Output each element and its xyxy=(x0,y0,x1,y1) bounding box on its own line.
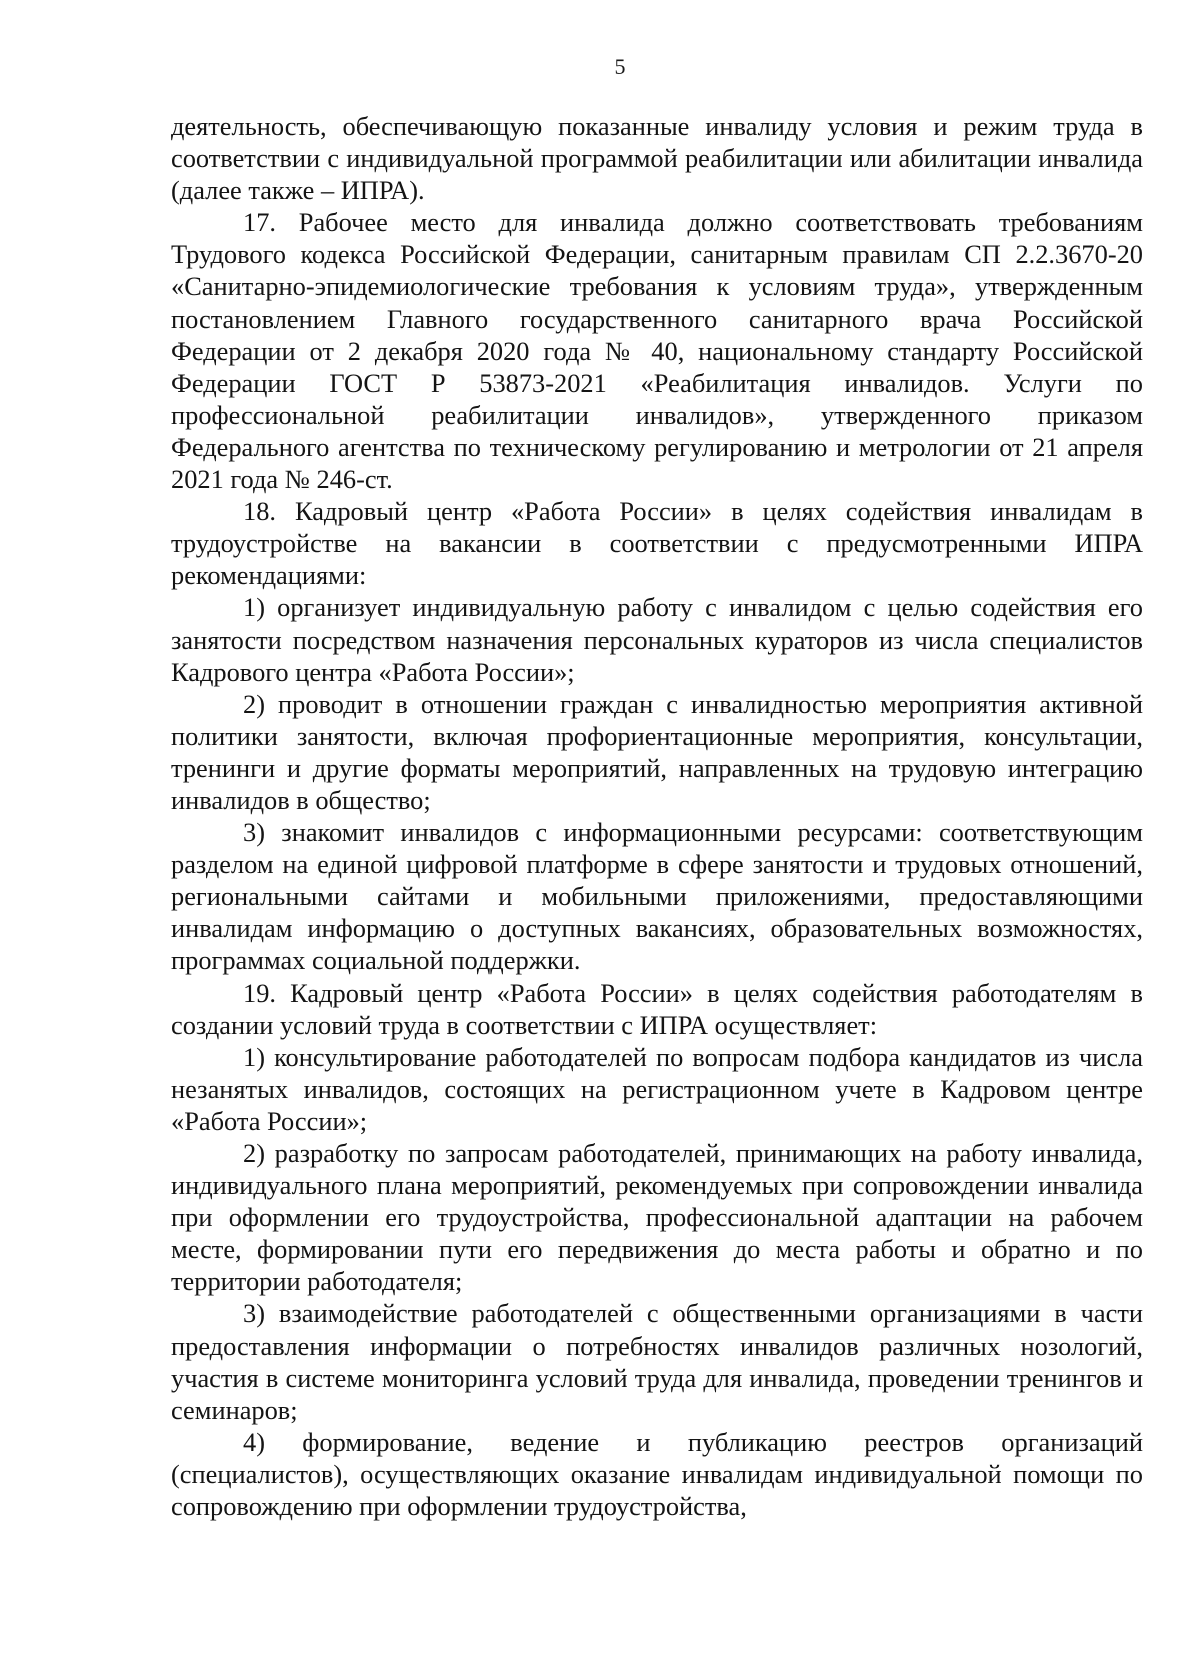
paragraph-item-19-1: 1) консультирование работодателей по вопросам подбора кандидатов из числа незанятых инвалидов, состоящих на регистрационном учете в Кадровом центре «Работа России»; xyxy=(171,1041,1143,1136)
paragraph-item-19-4: 4) формирование, ведение и публикацию реестров организаций (специалистов), осуществляющих оказание инвалидам индивидуальной помощи по сопровождению при оформлении трудоустройства, xyxy=(171,1426,1143,1522)
paragraph-item-18: 18. Кадровый центр «Работа России» в целях содействия инвалидам в трудоустройстве на вакансии в соответствии с предусмотренными ИПРА рекомендациями: xyxy=(171,496,1143,591)
page-number: 5 xyxy=(614,54,626,79)
paragraph-continuation: деятельность, обеспечивающую показанные инвалиду условия и режим труда в соответствии с индивидуальной программой реабилитации или абилитации инвалида (далее также – ИПРА). xyxy=(171,111,1143,206)
document-body xyxy=(171,110,1143,1522)
paragraph-item-18-2: 2) проводит в отношении граждан с инвалидностью мероприятия активной политики занятости, включая профориентационные мероприятия, консультации, тренинги и другие форматы мероприятий, направленных на трудовую интеграцию инвалидов в общество; xyxy=(171,688,1143,815)
paragraph-item-19-3: 3) взаимодействие работодателей с общественными организациями в части предоставления информации о потребностях инвалидов различных нозологий, участия в системе мониторинга условий труда для инвалида, проведении тренингов и семинаров; xyxy=(171,1298,1143,1425)
paragraph-item-17: 17. Рабочее место для инвалида должно соответствовать требованиям Трудового кодекса Российской Федерации, санитарным правилам СП 2.2.3670-20 «Санитарно-эпидемиологические требования к условиям труда», утвержденным постановлением Главного государственного санитарного врача Российской Федерации от 2 декабря 2020 года № 40, национальному стандарту Российской Федерации ГОСТ Р 53873-2021 «Реабилитация инвалидов. Услуги по профессиональной реабилитации инвалидов», утвержденного приказом Федерального агентства по техническому регулированию и метрологии от 21 апреля 2021 года № 246-ст. xyxy=(171,207,1143,495)
paragraph-item-18-1: 1) организует индивидуальную работу с инвалидом с целью содействия его занятости посредством назначения персональных кураторов из числа специалистов Кадрового центра «Работа России»; xyxy=(171,592,1143,687)
paragraph-item-18-3: 3) знакомит инвалидов с информационными ресурсами: соответствующим разделом на единой цифровой платформе в сфере занятости и трудовых отношений, региональными сайтами и мобильными приложениями, предоставляющими инвалидам информацию о доступных вакансиях, образовательных возможностях, программах социальной поддержки. xyxy=(171,817,1143,976)
paragraph-item-19-2: 2) разработку по запросам работодателей, принимающих на работу инвалида, индивидуального плана мероприятий, рекомендуемых при сопровождении инвалида при оформлении его трудоустройства, профессиональной адаптации на рабочем месте, формировании пути его передвижения до места работы и обратно и по территории работодателя; xyxy=(171,1138,1143,1297)
paragraph-item-19: 19. Кадровый центр «Работа России» в целях содействия работодателям в создании условий труда в соответствии с ИПРА осуществляет: xyxy=(171,977,1143,1040)
